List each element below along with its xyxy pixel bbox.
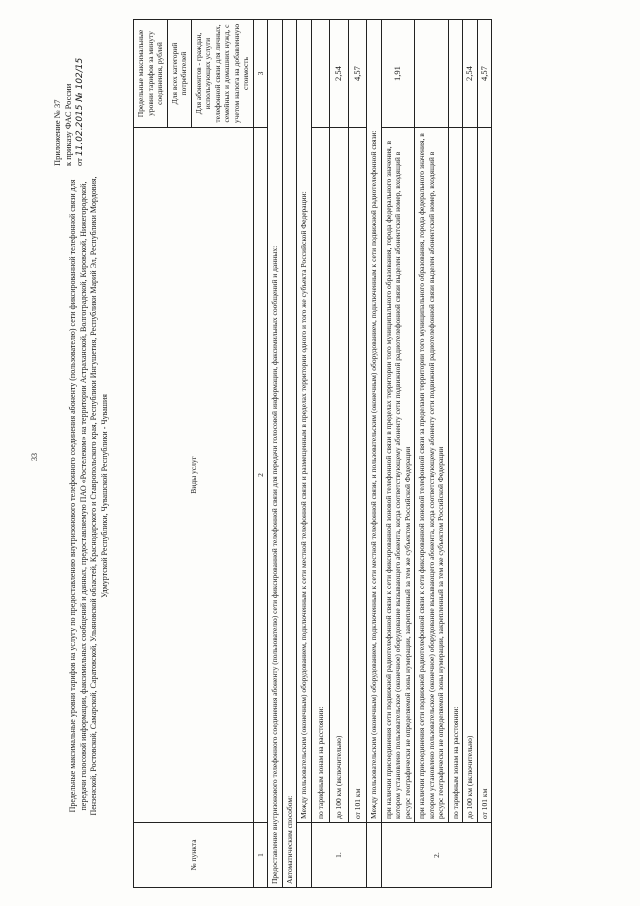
group2-title: Между пользовательским (оконечным) оборудованием, подключенным к сети местной телефонной связи, и пользовательским (оконечным) оборудованием, подключенным к сети подвижной радиотелефонной связи: [367, 20, 382, 823]
table-row [282, 20, 297, 888]
page-number: 33 [30, 453, 39, 461]
table-row [297, 20, 312, 888]
document-intro: Предельные максимальные уровни тарифов на услугу по предоставлению внутризонового телефонного соединения абоненту (пользователю) сети фиксированной телефонной связи для передачи голосовой информации, факсимильных сообщений и данных, предоставляемую ПАО «Ростелеком» на территории Астраханской, Волгоградской, Кировской, Нижегородской, Пензенской, Ростовской, Самарской, Саратовской, Ульяновской областей, Краснодарского и Ставропольского края, Республики Ингушетия, Республики Марий Эл, Республики Мордовия, Удмуртской Республики, Чувашской Республики - Чувашия [68, 176, 109, 816]
table-row [448, 20, 463, 888]
table-index-row [253, 20, 268, 888]
row2a-value: 1,91 [381, 20, 415, 128]
appendix-date-line [74, 16, 86, 166]
table-header-row [134, 20, 168, 888]
appendix-order-ref: к приказу ФАС России [63, 83, 73, 166]
row1-num: 1. [311, 823, 367, 888]
table-row [381, 20, 415, 888]
appendix-header [52, 16, 86, 166]
row2b-from101-value: 4,57 [477, 20, 492, 128]
table-row [348, 20, 367, 888]
table-row [415, 20, 449, 888]
row2b-upto100-label: до 100 км (включительно) [463, 128, 478, 823]
appendix-date-prefix: от [74, 158, 84, 166]
row1-upto100-value: 2,54 [330, 20, 349, 128]
table-row [477, 20, 492, 888]
row2-num: 2. [381, 823, 492, 888]
row2b-upto100-value: 2,54 [463, 20, 478, 128]
row2b-from101-label: от 101 км [477, 128, 492, 823]
tariff-table [133, 19, 492, 888]
header-services: Виды услуг [134, 128, 254, 823]
col-index-2: 2 [253, 128, 268, 823]
row2b-zones-label: по тарифным зонам на расстоянии: [448, 128, 463, 823]
col-index-3: 3 [253, 20, 268, 128]
row1-upto100-label: до 100 км (включительно) [330, 128, 349, 823]
table-row [311, 20, 330, 888]
auto-method: Автоматическим способом: [282, 20, 297, 888]
row2b-text: при наличии присоединения сети подвижной радиотелефонной связи к сети фиксированной зоновой телефонной связи за пределами территории того муниципального образования, города федерального значения, в котором установлено пользовательское (оконечное) оборудование вызывающего абонента, когда соответствующему абоненту сети подвижной радиотелефонной связи выделен абонентский номер, входящий в ресурс географически не определяемой зоны нумерации, закрепленный за тем же субъектом Российской Федерации [415, 128, 449, 823]
row1-from101-value: 4,57 [348, 20, 367, 128]
section-title: Предоставление внутризонового телефонного соединения абоненту (пользователю) сети фиксированной телефонной связи для передачи голосовой информации, факсимильных сообщений и данных: [268, 20, 283, 888]
group1-title: Между пользовательским (оконечным) оборудованием, подключенным к сети местной телефонной связи и размещенным в пределах территории одного и того же субъекта Российской Федерации: [297, 20, 312, 823]
row1-from101-label: от 101 км [348, 128, 367, 823]
header-all-categories: Для всех категорий потребителей [167, 20, 191, 128]
table-row [330, 20, 349, 888]
row1-zones-label: по тарифным зонам на расстоянии: [311, 128, 330, 823]
header-tariff-group: Предельные максимальные уровни тарифов за минуту соединения, рублей [134, 20, 168, 128]
row2a-text: при наличии присоединения сети подвижной радиотелефонной связи к сети фиксированной зоновой телефонной связи в пределах территории того муниципального образования, города федерального значения, в котором установлено пользовательское (оконечное) оборудование вызывающего абонента, когда соответствующему абоненту сети подвижной радиотелефонной связи выделен абонентский номер, входящий в ресурс географически не определяемой зоны нумерации, закрепленный за тем же субъектом Российской Федерации [381, 128, 415, 823]
appendix-title: Приложение № 37 [52, 99, 62, 166]
table-row [367, 20, 382, 888]
table-row [463, 20, 478, 888]
col-index-1: 1 [253, 823, 268, 888]
header-num: № пункта [134, 823, 254, 888]
appendix-date: 11.02.2015 № 102/15 [75, 57, 85, 157]
header-subscribers: Для абонентов - граждан, использующих услуги телефонной связи для личных, семейных и домашних нужд, с учетом налога на добавленную стоимость [191, 20, 253, 128]
table-row [268, 20, 283, 888]
